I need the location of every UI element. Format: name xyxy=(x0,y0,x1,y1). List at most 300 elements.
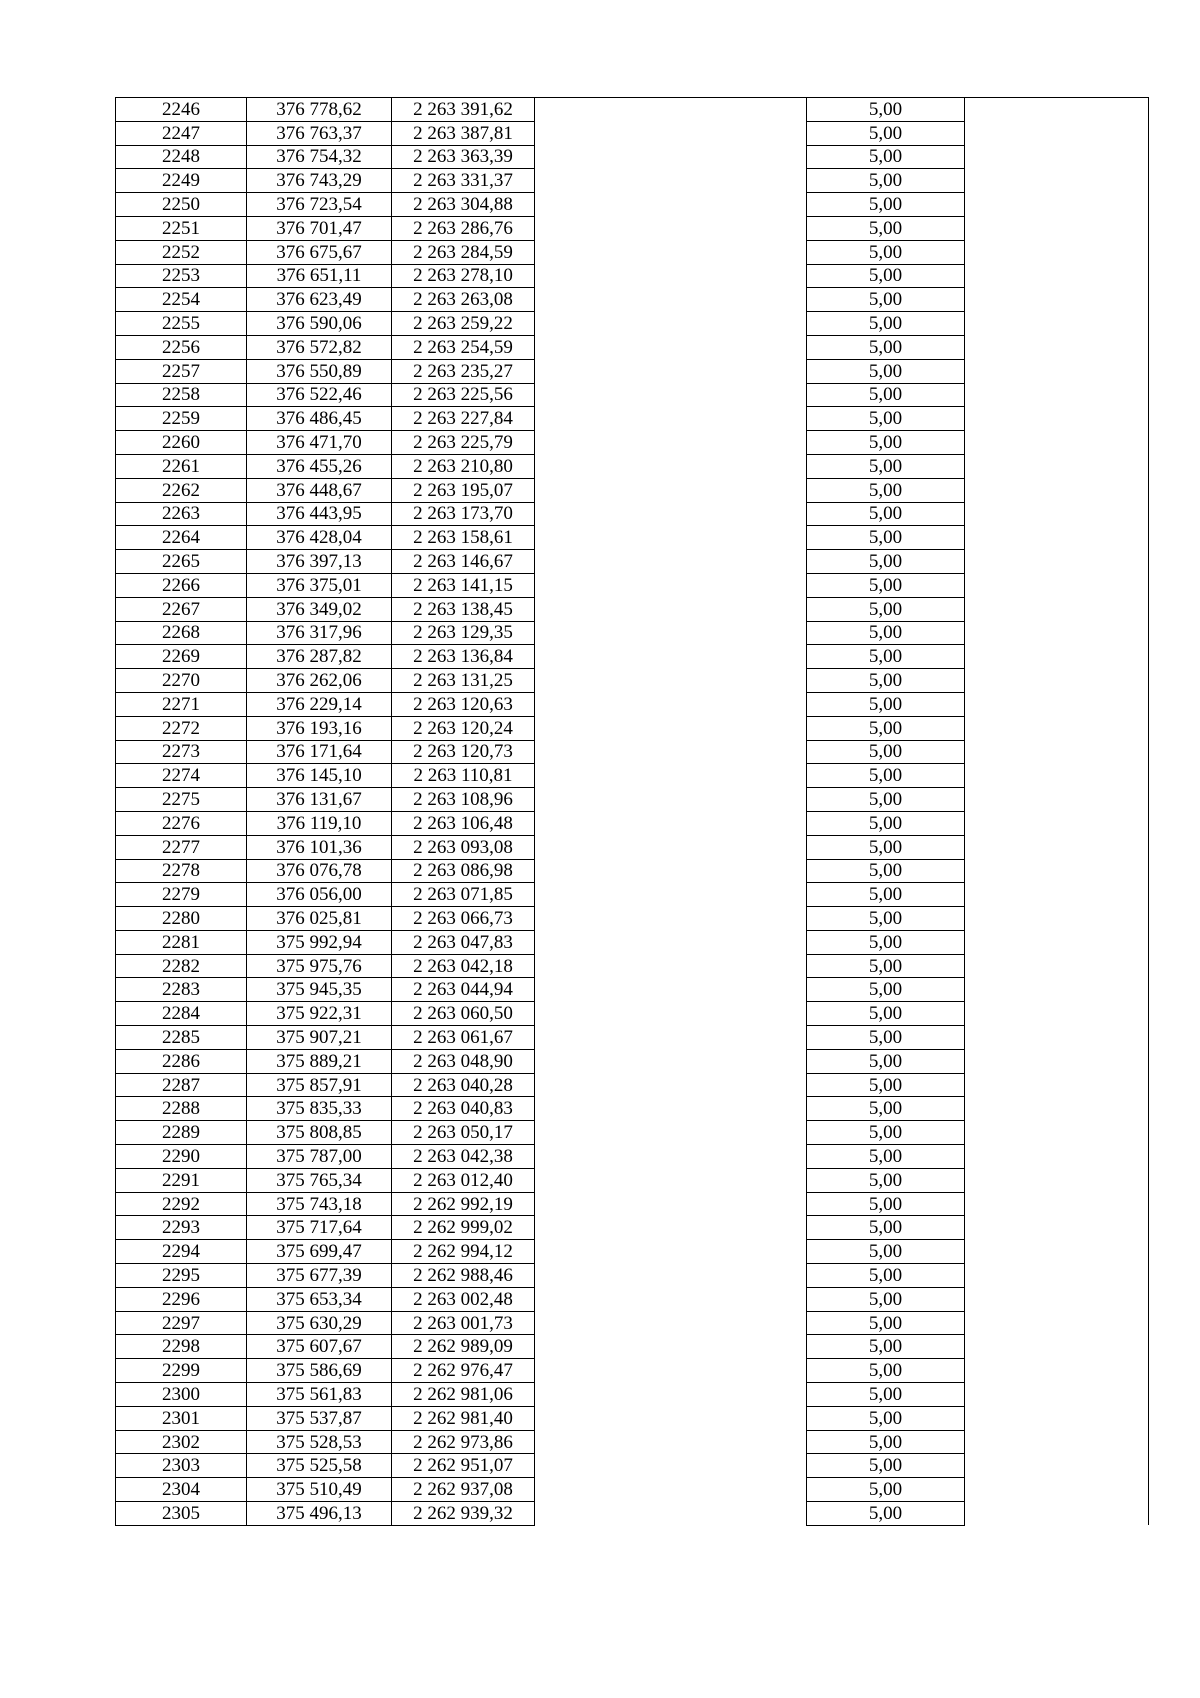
empty-cell xyxy=(535,1073,807,1097)
accuracy-cell: 5,00 xyxy=(807,1097,965,1121)
x-coordinate-cell: 375 975,76 xyxy=(247,954,392,978)
empty-cell xyxy=(965,1073,1149,1097)
accuracy-cell: 5,00 xyxy=(807,621,965,645)
x-coordinate-cell: 375 528,53 xyxy=(247,1430,392,1454)
table-row xyxy=(116,121,1149,145)
y-coordinate-cell: 2 263 120,73 xyxy=(392,740,535,764)
point-number-cell: 2294 xyxy=(116,1240,247,1264)
empty-cell xyxy=(535,1049,807,1073)
empty-cell xyxy=(535,1287,807,1311)
empty-cell xyxy=(965,811,1149,835)
empty-cell xyxy=(535,1216,807,1240)
y-coordinate-cell: 2 262 999,02 xyxy=(392,1216,535,1240)
y-coordinate-cell: 2 263 040,83 xyxy=(392,1097,535,1121)
empty-cell xyxy=(965,240,1149,264)
x-coordinate-cell: 375 510,49 xyxy=(247,1478,392,1502)
x-coordinate-cell: 375 496,13 xyxy=(247,1502,392,1526)
point-number-cell: 2276 xyxy=(116,811,247,835)
accuracy-cell: 5,00 xyxy=(807,1145,965,1169)
accuracy-cell: 5,00 xyxy=(807,1264,965,1288)
table-row xyxy=(116,1478,1149,1502)
y-coordinate-cell: 2 263 146,67 xyxy=(392,550,535,574)
y-coordinate-cell: 2 263 158,61 xyxy=(392,526,535,550)
y-coordinate-cell: 2 263 040,28 xyxy=(392,1073,535,1097)
accuracy-cell: 5,00 xyxy=(807,1192,965,1216)
point-number-cell: 2281 xyxy=(116,930,247,954)
table-row xyxy=(116,216,1149,240)
empty-cell xyxy=(535,1168,807,1192)
x-coordinate-cell: 376 763,37 xyxy=(247,121,392,145)
empty-cell xyxy=(535,1454,807,1478)
point-number-cell: 2292 xyxy=(116,1192,247,1216)
point-number-cell: 2293 xyxy=(116,1216,247,1240)
empty-cell xyxy=(535,1145,807,1169)
x-coordinate-cell: 376 455,26 xyxy=(247,454,392,478)
point-number-cell: 2285 xyxy=(116,1026,247,1050)
accuracy-cell: 5,00 xyxy=(807,550,965,574)
empty-cell xyxy=(965,1454,1149,1478)
table-row xyxy=(116,573,1149,597)
y-coordinate-cell: 2 263 173,70 xyxy=(392,502,535,526)
y-coordinate-cell: 2 262 994,12 xyxy=(392,1240,535,1264)
empty-cell xyxy=(535,502,807,526)
empty-cell xyxy=(535,859,807,883)
empty-cell xyxy=(965,193,1149,217)
table-row xyxy=(116,1430,1149,1454)
empty-cell xyxy=(535,216,807,240)
accuracy-cell: 5,00 xyxy=(807,978,965,1002)
point-number-cell: 2256 xyxy=(116,335,247,359)
point-number-cell: 2261 xyxy=(116,454,247,478)
y-coordinate-cell: 2 263 278,10 xyxy=(392,264,535,288)
empty-cell xyxy=(965,669,1149,693)
point-number-cell: 2283 xyxy=(116,978,247,1002)
empty-cell xyxy=(535,1311,807,1335)
accuracy-cell: 5,00 xyxy=(807,573,965,597)
table-row xyxy=(116,835,1149,859)
empty-cell xyxy=(965,573,1149,597)
accuracy-cell: 5,00 xyxy=(807,930,965,954)
x-coordinate-cell: 376 119,10 xyxy=(247,811,392,835)
empty-cell xyxy=(535,454,807,478)
x-coordinate-cell: 375 717,64 xyxy=(247,1216,392,1240)
y-coordinate-cell: 2 263 042,18 xyxy=(392,954,535,978)
x-coordinate-cell: 375 907,21 xyxy=(247,1026,392,1050)
y-coordinate-cell: 2 263 391,62 xyxy=(392,98,535,122)
accuracy-cell: 5,00 xyxy=(807,1049,965,1073)
empty-cell xyxy=(965,454,1149,478)
y-coordinate-cell: 2 263 050,17 xyxy=(392,1121,535,1145)
y-coordinate-cell: 2 263 044,94 xyxy=(392,978,535,1002)
point-number-cell: 2295 xyxy=(116,1264,247,1288)
accuracy-cell: 5,00 xyxy=(807,907,965,931)
point-number-cell: 2298 xyxy=(116,1335,247,1359)
accuracy-cell: 5,00 xyxy=(807,645,965,669)
empty-cell xyxy=(535,573,807,597)
table-row xyxy=(116,1073,1149,1097)
accuracy-cell: 5,00 xyxy=(807,145,965,169)
empty-cell xyxy=(535,169,807,193)
accuracy-cell: 5,00 xyxy=(807,454,965,478)
empty-cell xyxy=(965,1216,1149,1240)
accuracy-cell: 5,00 xyxy=(807,764,965,788)
table-row xyxy=(116,716,1149,740)
point-number-cell: 2274 xyxy=(116,764,247,788)
x-coordinate-cell: 376 145,10 xyxy=(247,764,392,788)
x-coordinate-cell: 376 025,81 xyxy=(247,907,392,931)
table-row xyxy=(116,478,1149,502)
x-coordinate-cell: 376 229,14 xyxy=(247,692,392,716)
empty-cell xyxy=(965,216,1149,240)
table-row xyxy=(116,692,1149,716)
empty-cell xyxy=(535,621,807,645)
accuracy-cell: 5,00 xyxy=(807,1383,965,1407)
y-coordinate-cell: 2 262 989,09 xyxy=(392,1335,535,1359)
point-number-cell: 2249 xyxy=(116,169,247,193)
x-coordinate-cell: 376 486,45 xyxy=(247,407,392,431)
table-row xyxy=(116,335,1149,359)
empty-cell xyxy=(965,359,1149,383)
table-row xyxy=(116,1264,1149,1288)
x-coordinate-cell: 376 754,32 xyxy=(247,145,392,169)
table-row xyxy=(116,312,1149,336)
point-number-cell: 2278 xyxy=(116,859,247,883)
table-row xyxy=(116,431,1149,455)
point-number-cell: 2262 xyxy=(116,478,247,502)
accuracy-cell: 5,00 xyxy=(807,1026,965,1050)
empty-cell xyxy=(535,930,807,954)
point-number-cell: 2254 xyxy=(116,288,247,312)
point-number-cell: 2305 xyxy=(116,1502,247,1526)
x-coordinate-cell: 375 653,34 xyxy=(247,1287,392,1311)
table-row xyxy=(116,645,1149,669)
empty-cell xyxy=(535,1359,807,1383)
empty-cell xyxy=(535,264,807,288)
point-number-cell: 2290 xyxy=(116,1145,247,1169)
empty-cell xyxy=(965,1359,1149,1383)
point-number-cell: 2270 xyxy=(116,669,247,693)
point-number-cell: 2257 xyxy=(116,359,247,383)
empty-cell xyxy=(965,764,1149,788)
table-row xyxy=(116,407,1149,431)
accuracy-cell: 5,00 xyxy=(807,597,965,621)
point-number-cell: 2304 xyxy=(116,1478,247,1502)
table-row xyxy=(116,1311,1149,1335)
empty-cell xyxy=(535,740,807,764)
empty-cell xyxy=(535,1240,807,1264)
x-coordinate-cell: 376 397,13 xyxy=(247,550,392,574)
accuracy-cell: 5,00 xyxy=(807,740,965,764)
accuracy-cell: 5,00 xyxy=(807,193,965,217)
table-row xyxy=(116,1454,1149,1478)
empty-cell xyxy=(535,764,807,788)
x-coordinate-cell: 376 171,64 xyxy=(247,740,392,764)
empty-cell xyxy=(965,1121,1149,1145)
point-number-cell: 2301 xyxy=(116,1406,247,1430)
accuracy-cell: 5,00 xyxy=(807,954,965,978)
empty-cell xyxy=(965,335,1149,359)
empty-cell xyxy=(965,1026,1149,1050)
table-row xyxy=(116,1335,1149,1359)
empty-cell xyxy=(965,407,1149,431)
empty-cell xyxy=(965,930,1149,954)
empty-cell xyxy=(535,1026,807,1050)
accuracy-cell: 5,00 xyxy=(807,312,965,336)
table-row xyxy=(116,978,1149,1002)
y-coordinate-cell: 2 262 992,19 xyxy=(392,1192,535,1216)
y-coordinate-cell: 2 263 106,48 xyxy=(392,811,535,835)
table-row xyxy=(116,907,1149,931)
table-row xyxy=(116,98,1149,122)
x-coordinate-cell: 375 607,67 xyxy=(247,1335,392,1359)
empty-cell xyxy=(965,1145,1149,1169)
table-row xyxy=(116,1168,1149,1192)
table-row xyxy=(116,597,1149,621)
accuracy-cell: 5,00 xyxy=(807,1430,965,1454)
x-coordinate-cell: 375 677,39 xyxy=(247,1264,392,1288)
empty-cell xyxy=(965,1502,1149,1526)
table-row xyxy=(116,1216,1149,1240)
accuracy-cell: 5,00 xyxy=(807,1073,965,1097)
accuracy-cell: 5,00 xyxy=(807,335,965,359)
y-coordinate-cell: 2 263 286,76 xyxy=(392,216,535,240)
point-number-cell: 2247 xyxy=(116,121,247,145)
accuracy-cell: 5,00 xyxy=(807,407,965,431)
table-row xyxy=(116,1383,1149,1407)
point-number-cell: 2291 xyxy=(116,1168,247,1192)
point-number-cell: 2268 xyxy=(116,621,247,645)
point-number-cell: 2289 xyxy=(116,1121,247,1145)
x-coordinate-cell: 376 193,16 xyxy=(247,716,392,740)
empty-cell xyxy=(965,1478,1149,1502)
empty-cell xyxy=(535,1406,807,1430)
x-coordinate-cell: 376 743,29 xyxy=(247,169,392,193)
x-coordinate-cell: 375 889,21 xyxy=(247,1049,392,1073)
table-row xyxy=(116,1145,1149,1169)
y-coordinate-cell: 2 263 387,81 xyxy=(392,121,535,145)
accuracy-cell: 5,00 xyxy=(807,216,965,240)
table-row xyxy=(116,454,1149,478)
x-coordinate-cell: 375 857,91 xyxy=(247,1073,392,1097)
table-row xyxy=(116,169,1149,193)
accuracy-cell: 5,00 xyxy=(807,1502,965,1526)
x-coordinate-cell: 376 349,02 xyxy=(247,597,392,621)
x-coordinate-cell: 376 428,04 xyxy=(247,526,392,550)
point-number-cell: 2287 xyxy=(116,1073,247,1097)
y-coordinate-cell: 2 263 195,07 xyxy=(392,478,535,502)
empty-cell xyxy=(965,98,1149,122)
empty-cell xyxy=(965,169,1149,193)
empty-cell xyxy=(965,312,1149,336)
empty-cell xyxy=(535,526,807,550)
point-number-cell: 2275 xyxy=(116,788,247,812)
empty-cell xyxy=(535,788,807,812)
point-number-cell: 2280 xyxy=(116,907,247,931)
y-coordinate-cell: 2 263 129,35 xyxy=(392,621,535,645)
y-coordinate-cell: 2 263 086,98 xyxy=(392,859,535,883)
empty-cell xyxy=(965,1287,1149,1311)
x-coordinate-cell: 376 262,06 xyxy=(247,669,392,693)
empty-cell xyxy=(535,431,807,455)
x-coordinate-cell: 376 572,82 xyxy=(247,335,392,359)
empty-cell xyxy=(535,145,807,169)
point-number-cell: 2296 xyxy=(116,1287,247,1311)
accuracy-cell: 5,00 xyxy=(807,431,965,455)
table-row xyxy=(116,621,1149,645)
point-number-cell: 2267 xyxy=(116,597,247,621)
x-coordinate-cell: 375 630,29 xyxy=(247,1311,392,1335)
y-coordinate-cell: 2 263 108,96 xyxy=(392,788,535,812)
y-coordinate-cell: 2 263 071,85 xyxy=(392,883,535,907)
y-coordinate-cell: 2 263 259,22 xyxy=(392,312,535,336)
y-coordinate-cell: 2 263 066,73 xyxy=(392,907,535,931)
y-coordinate-cell: 2 263 284,59 xyxy=(392,240,535,264)
table-row xyxy=(116,1026,1149,1050)
point-number-cell: 2273 xyxy=(116,740,247,764)
empty-cell xyxy=(965,907,1149,931)
point-number-cell: 2253 xyxy=(116,264,247,288)
empty-cell xyxy=(535,883,807,907)
coordinates-table xyxy=(115,97,1149,1526)
empty-cell xyxy=(535,193,807,217)
empty-cell xyxy=(535,1002,807,1026)
empty-cell xyxy=(965,1097,1149,1121)
x-coordinate-cell: 375 525,58 xyxy=(247,1454,392,1478)
empty-cell xyxy=(965,550,1149,574)
point-number-cell: 2271 xyxy=(116,692,247,716)
y-coordinate-cell: 2 263 138,45 xyxy=(392,597,535,621)
empty-cell xyxy=(535,288,807,312)
empty-cell xyxy=(535,383,807,407)
point-number-cell: 2258 xyxy=(116,383,247,407)
y-coordinate-cell: 2 263 254,59 xyxy=(392,335,535,359)
x-coordinate-cell: 375 561,83 xyxy=(247,1383,392,1407)
empty-cell xyxy=(965,478,1149,502)
accuracy-cell: 5,00 xyxy=(807,692,965,716)
x-coordinate-cell: 376 550,89 xyxy=(247,359,392,383)
x-coordinate-cell: 376 101,36 xyxy=(247,835,392,859)
empty-cell xyxy=(965,1335,1149,1359)
point-number-cell: 2272 xyxy=(116,716,247,740)
empty-cell xyxy=(965,1002,1149,1026)
table-row xyxy=(116,669,1149,693)
empty-cell xyxy=(535,407,807,431)
empty-cell xyxy=(965,716,1149,740)
y-coordinate-cell: 2 263 060,50 xyxy=(392,1002,535,1026)
empty-cell xyxy=(535,121,807,145)
empty-cell xyxy=(535,954,807,978)
point-number-cell: 2277 xyxy=(116,835,247,859)
empty-cell xyxy=(535,359,807,383)
x-coordinate-cell: 375 808,85 xyxy=(247,1121,392,1145)
empty-cell xyxy=(965,1192,1149,1216)
accuracy-cell: 5,00 xyxy=(807,859,965,883)
table-body xyxy=(116,98,1149,1526)
y-coordinate-cell: 2 263 042,38 xyxy=(392,1145,535,1169)
y-coordinate-cell: 2 263 304,88 xyxy=(392,193,535,217)
table-row xyxy=(116,883,1149,907)
accuracy-cell: 5,00 xyxy=(807,478,965,502)
table-row xyxy=(116,1121,1149,1145)
y-coordinate-cell: 2 262 951,07 xyxy=(392,1454,535,1478)
empty-cell xyxy=(965,431,1149,455)
y-coordinate-cell: 2 262 988,46 xyxy=(392,1264,535,1288)
accuracy-cell: 5,00 xyxy=(807,788,965,812)
empty-cell xyxy=(965,1311,1149,1335)
y-coordinate-cell: 2 263 225,56 xyxy=(392,383,535,407)
empty-cell xyxy=(965,954,1149,978)
point-number-cell: 2263 xyxy=(116,502,247,526)
empty-cell xyxy=(535,692,807,716)
point-number-cell: 2297 xyxy=(116,1311,247,1335)
point-number-cell: 2252 xyxy=(116,240,247,264)
y-coordinate-cell: 2 263 235,27 xyxy=(392,359,535,383)
x-coordinate-cell: 375 537,87 xyxy=(247,1406,392,1430)
accuracy-cell: 5,00 xyxy=(807,811,965,835)
x-coordinate-cell: 375 586,69 xyxy=(247,1359,392,1383)
table-row xyxy=(116,1359,1149,1383)
accuracy-cell: 5,00 xyxy=(807,264,965,288)
point-number-cell: 2266 xyxy=(116,573,247,597)
accuracy-cell: 5,00 xyxy=(807,383,965,407)
empty-cell xyxy=(535,907,807,931)
empty-cell xyxy=(535,1264,807,1288)
point-number-cell: 2265 xyxy=(116,550,247,574)
y-coordinate-cell: 2 262 981,06 xyxy=(392,1383,535,1407)
empty-cell xyxy=(965,1240,1149,1264)
y-coordinate-cell: 2 263 110,81 xyxy=(392,764,535,788)
x-coordinate-cell: 376 056,00 xyxy=(247,883,392,907)
table-row xyxy=(116,502,1149,526)
x-coordinate-cell: 375 765,34 xyxy=(247,1168,392,1192)
y-coordinate-cell: 2 263 225,79 xyxy=(392,431,535,455)
x-coordinate-cell: 376 287,82 xyxy=(247,645,392,669)
point-number-cell: 2260 xyxy=(116,431,247,455)
point-number-cell: 2299 xyxy=(116,1359,247,1383)
empty-cell xyxy=(965,1430,1149,1454)
empty-cell xyxy=(535,716,807,740)
empty-cell xyxy=(535,1478,807,1502)
point-number-cell: 2251 xyxy=(116,216,247,240)
empty-cell xyxy=(965,1383,1149,1407)
table-row xyxy=(116,811,1149,835)
empty-cell xyxy=(535,597,807,621)
x-coordinate-cell: 376 471,70 xyxy=(247,431,392,455)
accuracy-cell: 5,00 xyxy=(807,883,965,907)
y-coordinate-cell: 2 263 120,63 xyxy=(392,692,535,716)
point-number-cell: 2284 xyxy=(116,1002,247,1026)
y-coordinate-cell: 2 263 136,84 xyxy=(392,645,535,669)
accuracy-cell: 5,00 xyxy=(807,1335,965,1359)
x-coordinate-cell: 375 787,00 xyxy=(247,1145,392,1169)
table-row xyxy=(116,740,1149,764)
empty-cell xyxy=(965,692,1149,716)
x-coordinate-cell: 376 675,67 xyxy=(247,240,392,264)
table-row xyxy=(116,288,1149,312)
empty-cell xyxy=(535,1121,807,1145)
empty-cell xyxy=(965,978,1149,1002)
accuracy-cell: 5,00 xyxy=(807,526,965,550)
x-coordinate-cell: 376 590,06 xyxy=(247,312,392,336)
empty-cell xyxy=(535,478,807,502)
accuracy-cell: 5,00 xyxy=(807,1121,965,1145)
table-row xyxy=(116,859,1149,883)
accuracy-cell: 5,00 xyxy=(807,1454,965,1478)
empty-cell xyxy=(965,121,1149,145)
accuracy-cell: 5,00 xyxy=(807,121,965,145)
y-coordinate-cell: 2 263 227,84 xyxy=(392,407,535,431)
y-coordinate-cell: 2 263 048,90 xyxy=(392,1049,535,1073)
